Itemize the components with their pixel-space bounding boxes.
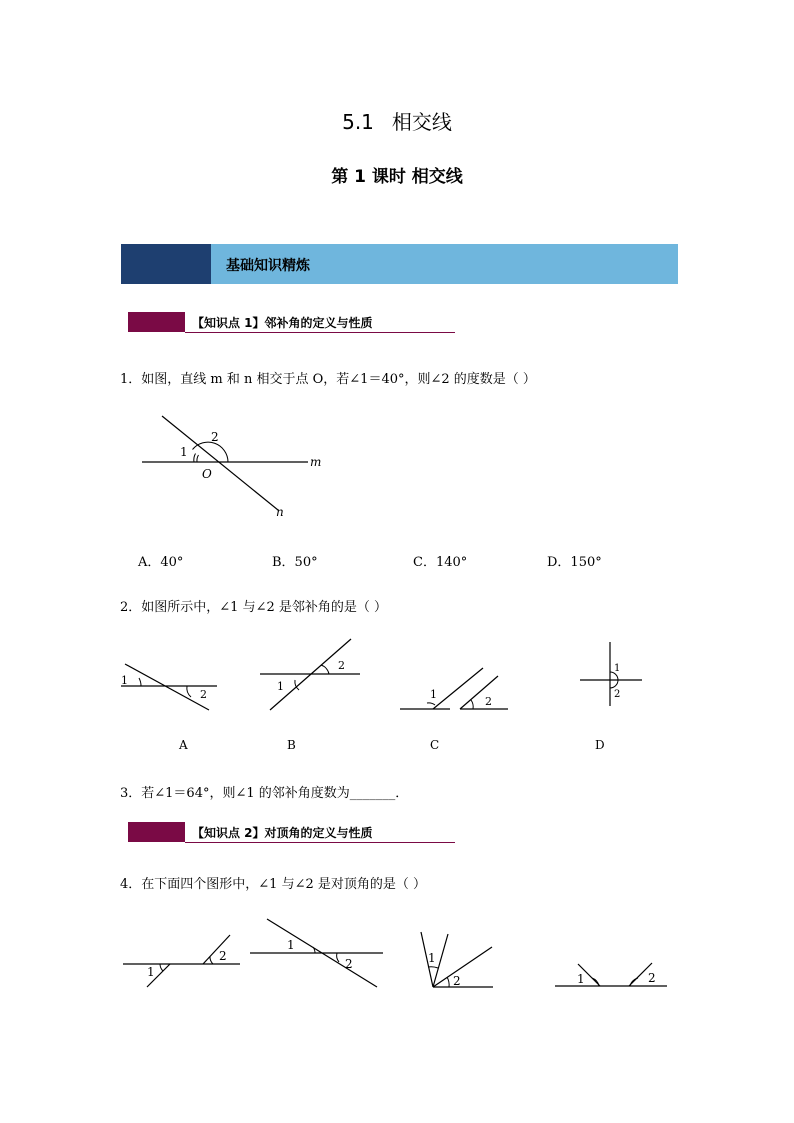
q4-figure-1-angle-2: 2: [219, 949, 227, 963]
q4-figure-1-angle-1: 1: [147, 965, 155, 979]
figure-d-angle-2: 2: [614, 689, 621, 700]
question-1-option-a[interactable]: A．40°: [138, 555, 184, 570]
knowledge-point-block: [128, 312, 185, 332]
figure-b-angle-2: 2: [338, 659, 345, 672]
main-title-text: 相交线: [391, 110, 452, 134]
angle-2-label: 2: [211, 430, 219, 444]
line-m-label: m: [310, 455, 322, 469]
q4-figure-4: [555, 963, 667, 986]
section-banner-label: 基础知识精炼: [226, 258, 310, 274]
figure-a-angle-1: 1: [121, 674, 128, 687]
knowledge-point-label: 【知识点 1】邻补角的定义与性质: [192, 316, 373, 330]
q4-figure-4-angle-2: 2: [648, 971, 656, 985]
knowledge-point-block: [128, 822, 185, 842]
q4-figure-3: [421, 932, 493, 988]
q4-figure-1: [123, 935, 240, 987]
knowledge-point-label: 【知识点 2】对顶角的定义与性质: [192, 826, 373, 840]
question-1-text: 1．如图，直线 m 和 n 相交于点 O，若∠1＝40°，则∠2 的度数是（ ）: [120, 372, 536, 387]
figure-a: [121, 664, 217, 752]
figure-a-label: A: [179, 738, 188, 752]
question-2-figures: [115, 632, 655, 757]
knowledge-point-2-header: [128, 822, 458, 844]
question-1-option-d[interactable]: D．150°: [547, 555, 602, 570]
figure-c: [400, 668, 508, 752]
figure-c-angle-1: 1: [430, 688, 437, 701]
question-3-text: 3．若∠1＝64°，则∠1 的邻补角度数为_______．: [120, 786, 409, 801]
knowledge-point-underline: [185, 842, 455, 843]
q4-figure-2: [250, 919, 383, 987]
sub-title: 第 1 课时 相交线: [331, 167, 463, 187]
q4-figure-4-angle-1: 1: [577, 972, 585, 986]
figure-d: [580, 642, 642, 752]
knowledge-point-underline: [185, 332, 455, 333]
line-n-label: n: [276, 505, 284, 519]
point-o-label: O: [202, 467, 212, 481]
question-4-text: 4．在下面四个图形中，∠1 与∠2 是对顶角的是（ ）: [120, 877, 426, 892]
figure-c-angle-2: 2: [485, 695, 492, 708]
figure-b-label: B: [287, 738, 296, 752]
q4-figure-2-angle-1: 1: [287, 938, 295, 952]
angle-1-label: 1: [180, 445, 188, 459]
knowledge-point-1-header: [128, 312, 458, 334]
figure-d-label: D: [595, 738, 605, 752]
question-4-figures: [115, 912, 675, 997]
figure-b: [260, 639, 360, 752]
q4-figure-3-angle-2: 2: [453, 974, 461, 988]
question-1-option-c[interactable]: C．140°: [413, 555, 468, 570]
section-banner-block: [121, 244, 211, 284]
question-1-option-b[interactable]: B．50°: [272, 555, 318, 570]
figure-a-angle-2: 2: [200, 688, 207, 701]
figure-d-angle-1: 1: [614, 663, 621, 674]
q4-figure-2-angle-2: 2: [345, 957, 353, 971]
section-banner: [121, 244, 678, 284]
figure-b-angle-1: 1: [277, 680, 284, 693]
question-2-text: 2．如图所示中，∠1 与∠2 是邻补角的是（ ）: [120, 600, 387, 615]
main-title-number: 5.1: [342, 110, 374, 134]
question-1-figure: [130, 408, 340, 523]
q4-figure-3-angle-1: 1: [428, 951, 436, 965]
main-title: [0, 106, 794, 135]
figure-c-label: C: [430, 738, 440, 752]
